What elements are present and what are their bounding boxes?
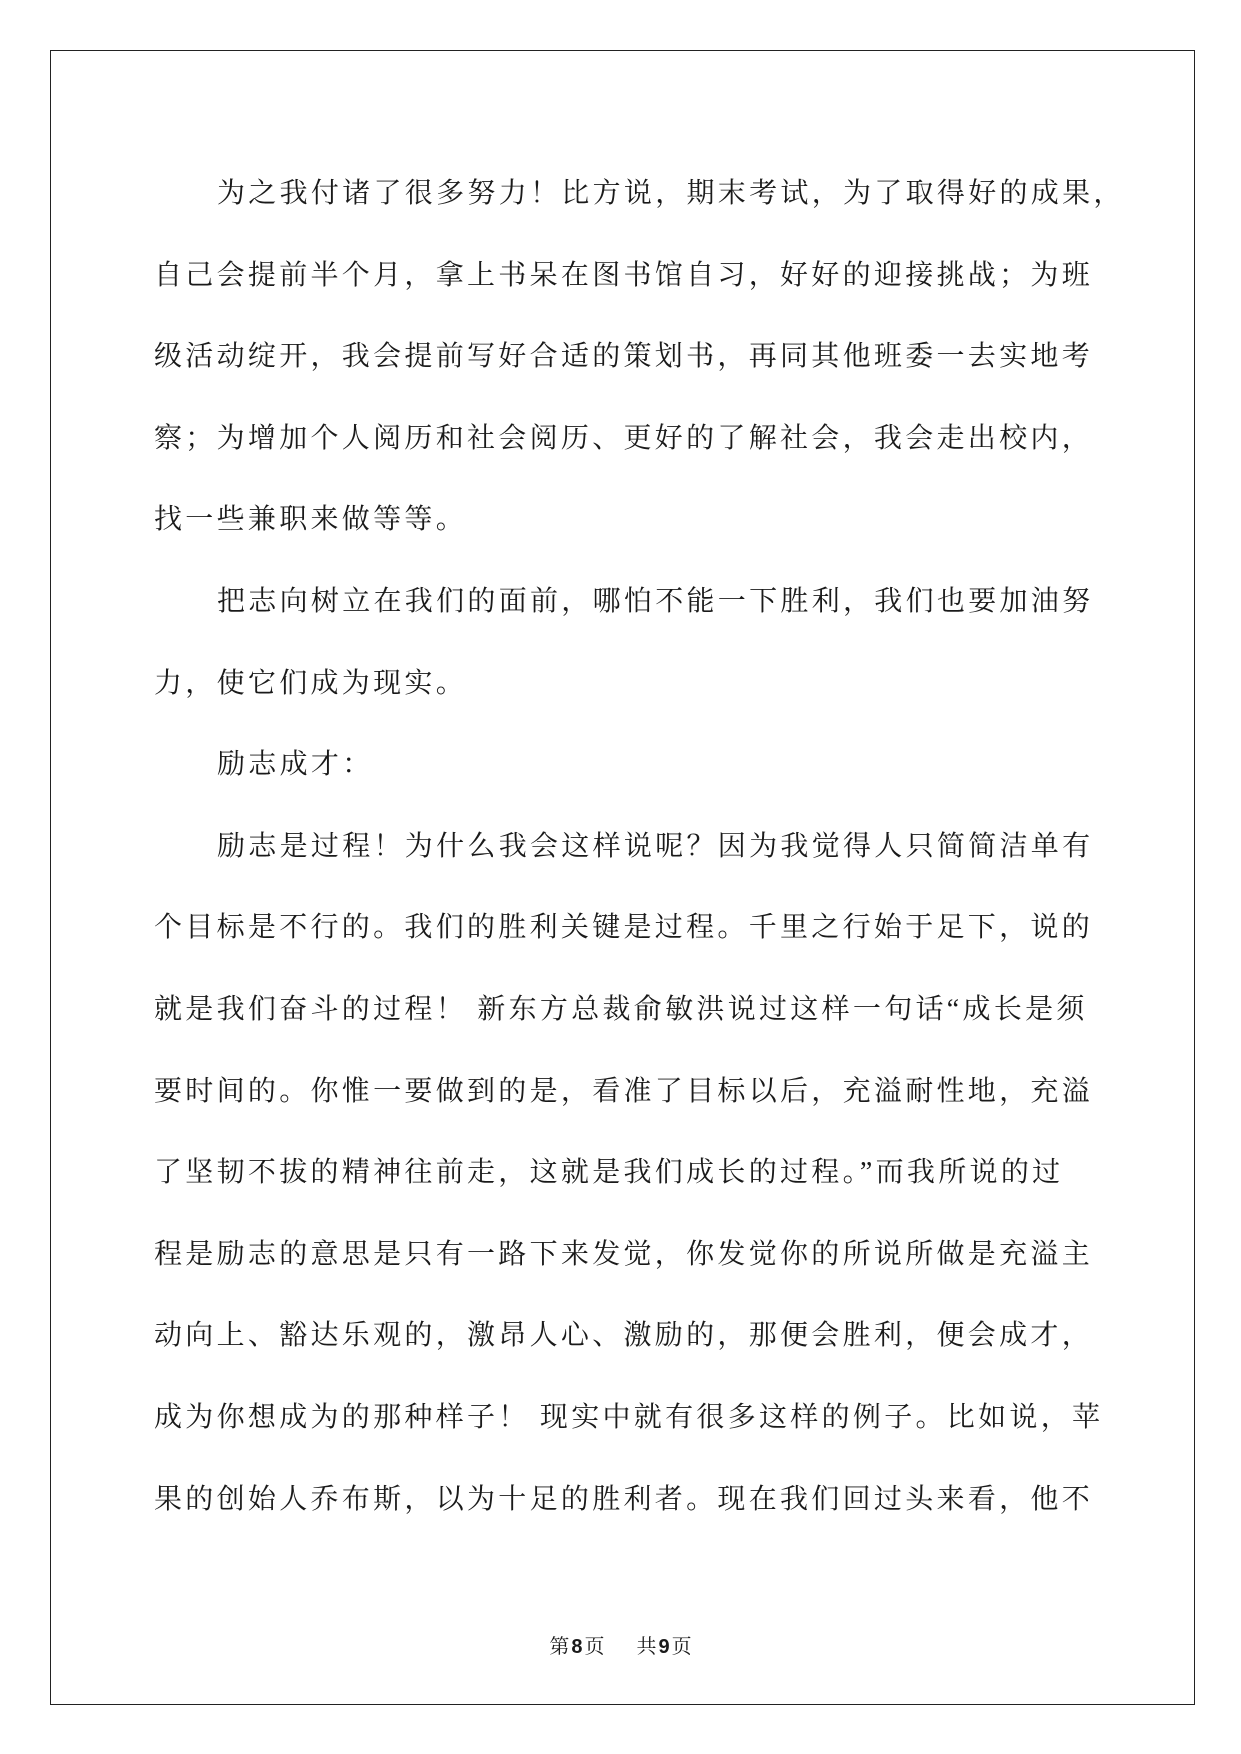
section-heading [154, 724, 1154, 806]
text-line: 要时间的。你惟一要做到的是，看准了目标以后，充溢耐性地，充溢 [154, 1075, 1094, 1107]
text-line: 就是我们奋斗的过程！ 新东方总裁俞敏洪说过这样一句话“成长是须 [154, 993, 1088, 1025]
text-line: 程是励志的意思是只有一路下来发觉，你发觉你的所说所做是充溢主 [154, 1238, 1094, 1270]
text-line: 个目标是不行的。我们的胜利关键是过程。千里之行始于足下，说的 [154, 912, 1094, 944]
text-line: 自己会提前半个月，拿上书呆在图书馆自习，好好的迎接挑战；为班 [154, 259, 1094, 291]
text-line: 为之我付诸了很多努力！比方说，期末考试，为了取得好的成果， [217, 178, 1125, 209]
text-line: 级活动绽开，我会提前写好合适的策划书，再同其他班委一去实地考 [154, 341, 1094, 373]
text-line: 了坚韧不拔的精神往前走，这就是我们成长的过程。”而我所说的过 [154, 1157, 1064, 1189]
text-line: 力，使它们成为现实。 [154, 667, 468, 699]
total-prefix: 共 [636, 1636, 657, 1658]
text-line: 成为你想成为的那种样子！ 现实中就有很多这样的例子。比如说，苹 [154, 1401, 1104, 1433]
page-prefix: 第 [549, 1636, 570, 1658]
paragraph [154, 153, 1154, 561]
total-pages-label [637, 1636, 692, 1658]
page-number-label [549, 1636, 609, 1658]
total-pages: 9 [658, 1636, 670, 1658]
total-suffix: 页 [671, 1636, 692, 1658]
text-line: 励志是过程！为什么我会这样说呢？因为我觉得人只简简洁单有 [217, 830, 1094, 862]
page-number: 8 [571, 1636, 583, 1658]
text-line: 察；为增加个人阅历和社会阅历、更好的了解社会，我会走出校内， [154, 422, 1094, 454]
text-line: 找一些兼职来做等等。 [154, 504, 468, 536]
page-suffix: 页 [584, 1636, 605, 1658]
text-line: 果的创始人乔布斯，以为十足的胜利者。现在我们回过头来看，他不 [154, 1483, 1094, 1515]
page-footer [0, 1634, 1241, 1660]
document-body [154, 153, 1154, 1540]
text-line: 动向上、豁达乐观的，激昂人心、激励的，那便会胜利，便会成才， [154, 1320, 1094, 1352]
paragraph [154, 561, 1154, 724]
paragraph [154, 806, 1154, 1540]
text-line: 把志向树立在我们的面前，哪怕不能一下胜利，我们也要加油努 [217, 585, 1094, 617]
text-line: 励志成才： [217, 749, 374, 781]
